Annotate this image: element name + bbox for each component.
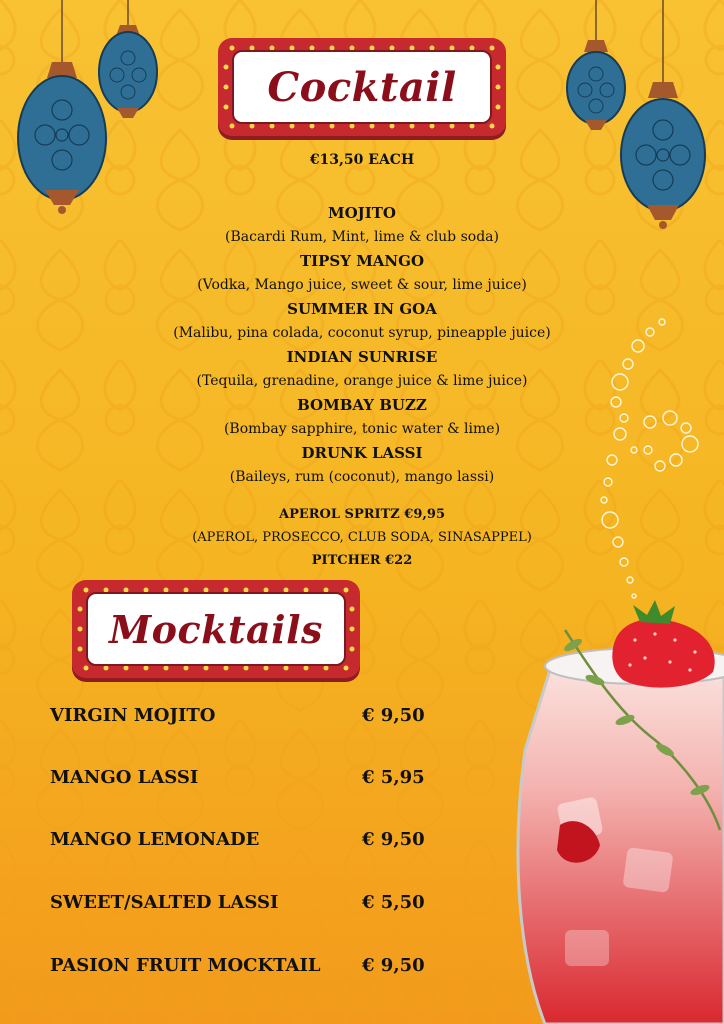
mocktail-price: € 9,50 — [362, 955, 425, 976]
cocktail-title-sign — [218, 38, 506, 136]
mocktail-name: SWEET/SALTED LASSI — [50, 892, 279, 913]
cocktail-title: Cocktail — [267, 63, 457, 111]
bubbles-decoration — [590, 310, 710, 610]
cocktail-item-desc: (Vodka, Mango juice, sweet & sour, lime juice) — [197, 277, 527, 293]
cocktail-item-name: MOJITO — [327, 204, 396, 222]
lantern-right-large — [617, 0, 709, 230]
mocktail-price: € 9,50 — [362, 829, 425, 850]
aperol-desc: (APEROL, PROSECCO, CLUB SODA, SINASAPPEL) — [192, 530, 532, 545]
lantern-left-small — [97, 0, 159, 125]
mocktails-title-sign — [72, 580, 360, 678]
mocktail-name: MANGO LEMONADE — [50, 829, 260, 850]
mocktail-price: € 5,95 — [362, 767, 425, 788]
cocktail-item-name: BOMBAY BUZZ — [297, 396, 427, 414]
aperol-title: APEROL SPRITZ €9,95 — [278, 507, 445, 522]
cocktail-item — [0, 202, 724, 250]
cocktail-item-name: SUMMER IN GOA — [287, 300, 437, 318]
cocktail-item-desc: (Baileys, rum (coconut), mango lassi) — [229, 469, 495, 485]
mocktail-price: € 9,50 — [362, 705, 425, 726]
mocktail-name: PASION FRUIT MOCKTAIL — [50, 955, 321, 976]
mocktail-price: € 5,50 — [362, 892, 425, 913]
lantern-left-large — [15, 0, 110, 215]
cocktail-item-desc: (Bombay sapphire, tonic water & lime) — [223, 421, 501, 437]
cocktail-item-desc: (Malibu, pina colada, coconut syrup, pineapple juice) — [173, 325, 551, 341]
strawberry-drink-illustration — [505, 600, 724, 1024]
aperol-pitcher: PITCHER €22 — [311, 553, 413, 568]
cocktail-item-desc: (Tequila, grenadine, orange juice & lime juice) — [196, 373, 528, 389]
cocktail-price-each: €13,50 EACH — [309, 152, 415, 168]
cocktail-item-desc: (Bacardi Rum, Mint, lime & club soda) — [225, 229, 499, 245]
cocktail-item-name: INDIAN SUNRISE — [286, 348, 438, 366]
cocktail-item-name: TIPSY MANGO — [299, 252, 425, 270]
mocktail-name: VIRGIN MOJITO — [50, 705, 216, 726]
mocktails-title: Mocktails — [109, 606, 323, 652]
cocktail-item-name: DRUNK LASSI — [301, 444, 423, 462]
cocktail-item — [0, 250, 724, 298]
mocktail-name: MANGO LASSI — [50, 767, 199, 788]
